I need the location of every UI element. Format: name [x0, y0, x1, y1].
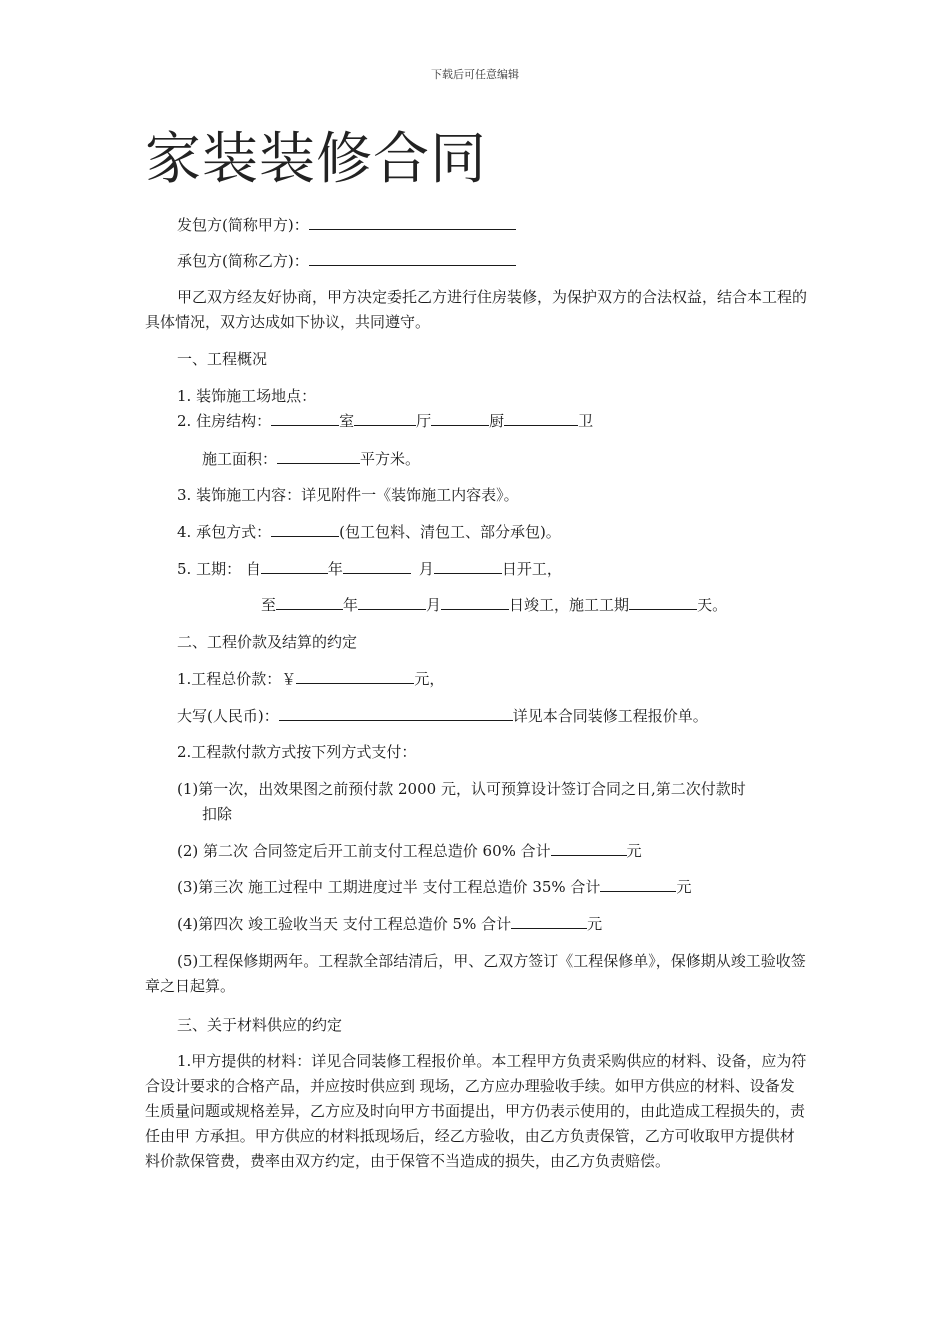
payment-2-blank[interactable] [551, 841, 627, 856]
party-a-line [177, 215, 516, 235]
total-price-label: 1.工程总价款：￥ [177, 670, 297, 688]
item-3: 3. 装饰施工内容：详见附件一《装饰施工内容表》。 [177, 486, 519, 504]
item-1: 1. 装饰施工场地点： [177, 387, 317, 405]
end-year-blank[interactable] [276, 595, 343, 610]
kitchen-label: 厨 [489, 412, 505, 430]
materials-paragraph: 1.甲方提供的材料：详见合同装修工程报价单。本工程甲方负责采购供应的材料、设备，应为符合设计要求的合格产品，并应按时供应到 现场，乙方应办理验收手续。如甲方供应的材料、设备发生质量问题或规格差异，乙方应及时向甲方书面提出，甲方仍表示使用的，由此造成工程损失的，责任由甲 方承担。甲方供应的材料抵现场后，经乙方验收，由乙方负责保管，乙方可收取甲方提供材料价款保管费，费率由双方约定，由于保管不当造成的损失，由乙方负责赔偿。 [145, 1052, 807, 1170]
daxie-note: 详见本合同装修工程报价单。 [512, 707, 708, 725]
payment-1-line-2: 扣除 [202, 805, 233, 823]
kitchen-blank[interactable] [431, 411, 489, 426]
area-line [202, 449, 420, 469]
section-1-heading: 一、工程概况 [177, 350, 268, 368]
party-b-blank[interactable] [309, 251, 516, 266]
payment-2-text: (2) 第二次 合同签定后开工前支付工程总造价 60% 合计 [177, 842, 551, 860]
section-3-heading: 三、关于材料供应的约定 [177, 1016, 343, 1034]
end-year-label: 年 [343, 596, 359, 614]
payment-4-blank[interactable] [511, 914, 587, 929]
end-day-label: 日竣工，施工工期 [509, 596, 630, 614]
payment-3 [177, 877, 691, 897]
room-blank[interactable] [271, 411, 339, 426]
header-note: 下载后可任意编辑 [431, 68, 519, 81]
bath-label: 卫 [578, 412, 594, 430]
party-a-label: 发包方(简称甲方)： [177, 216, 309, 234]
total-price-unit: 元， [414, 670, 445, 688]
item-4-options: (包工包料、清包工、部分承包)。 [339, 523, 561, 541]
total-price-line [177, 669, 444, 689]
start-month-label: 月 [418, 560, 434, 578]
party-b-line [177, 251, 516, 271]
page-title: 家装装修合同 [145, 127, 487, 192]
payment-3-blank[interactable] [600, 877, 676, 892]
start-suffix: 日开工， [501, 560, 562, 578]
payment-2-unit: 元 [626, 842, 642, 860]
hall-label: 厅 [416, 412, 432, 430]
hall-blank[interactable] [354, 411, 416, 426]
payment-2 [177, 841, 642, 861]
start-year-label: 年 [327, 560, 343, 578]
area-unit: 平方米。 [360, 450, 421, 468]
bath-blank[interactable] [504, 411, 578, 426]
payment-4-text: (4)第四次 竣工验收当天 支付工程总造价 5% 合计 [177, 915, 512, 933]
item-2-label: 2. 住房结构： [177, 412, 272, 430]
payment-3-text: (3)第三次 施工过程中 工期进度过半 支付工程总造价 35% 合计 [177, 878, 601, 896]
area-blank[interactable] [277, 449, 360, 464]
item-4-label: 4. 承包方式： [177, 523, 272, 541]
payment-5-paragraph: (5)工程保修期两年。工程款全部结清后，甲、乙双方签订《工程保修单》，保修期从竣工验收签章之日起算。 [145, 952, 806, 995]
payment-3-unit: 元 [676, 878, 692, 896]
duration-blank[interactable] [629, 595, 697, 610]
total-price-blank[interactable] [296, 669, 414, 684]
daxie-blank[interactable] [279, 706, 513, 721]
item-4 [177, 522, 561, 542]
intro-paragraph: 甲乙双方经友好协商，甲方决定委托乙方进行住房装修，为保护双方的合法权益，结合本工程的具体情况，双方达成如下协议，共同遵守。 [145, 288, 808, 331]
end-month-label: 月 [426, 596, 442, 614]
item-5-end [261, 595, 727, 615]
contract-mode-blank[interactable] [271, 522, 339, 537]
start-month-blank[interactable] [343, 559, 411, 574]
start-day-blank[interactable] [434, 559, 502, 574]
start-year-blank[interactable] [261, 559, 328, 574]
daxie-line [177, 706, 708, 726]
party-a-blank[interactable] [309, 215, 516, 230]
end-month-blank[interactable] [358, 595, 426, 610]
end-day-blank[interactable] [441, 595, 509, 610]
duration-label: 天。 [697, 596, 728, 614]
payment-4 [177, 914, 602, 934]
room-label: 室 [339, 412, 355, 430]
section-2-heading: 二、工程价款及结算的约定 [177, 633, 358, 651]
area-label: 施工面积： [202, 450, 278, 468]
payment-method: 2.工程款付款方式按下列方式支付： [177, 743, 417, 761]
item-2 [177, 411, 593, 431]
end-label: 至 [261, 596, 277, 614]
daxie-label: 大写(人民币)： [177, 707, 279, 725]
item-5-label: 5. 工期： 自 [177, 560, 261, 578]
party-b-label: 承包方(简称乙方)： [177, 252, 309, 270]
item-5-start [177, 559, 562, 579]
payment-4-unit: 元 [587, 915, 603, 933]
payment-1-line-1: (1)第一次，出效果图之前预付款 2000 元，认可预算设计签订合同之日,第二次付款时 [177, 780, 746, 798]
